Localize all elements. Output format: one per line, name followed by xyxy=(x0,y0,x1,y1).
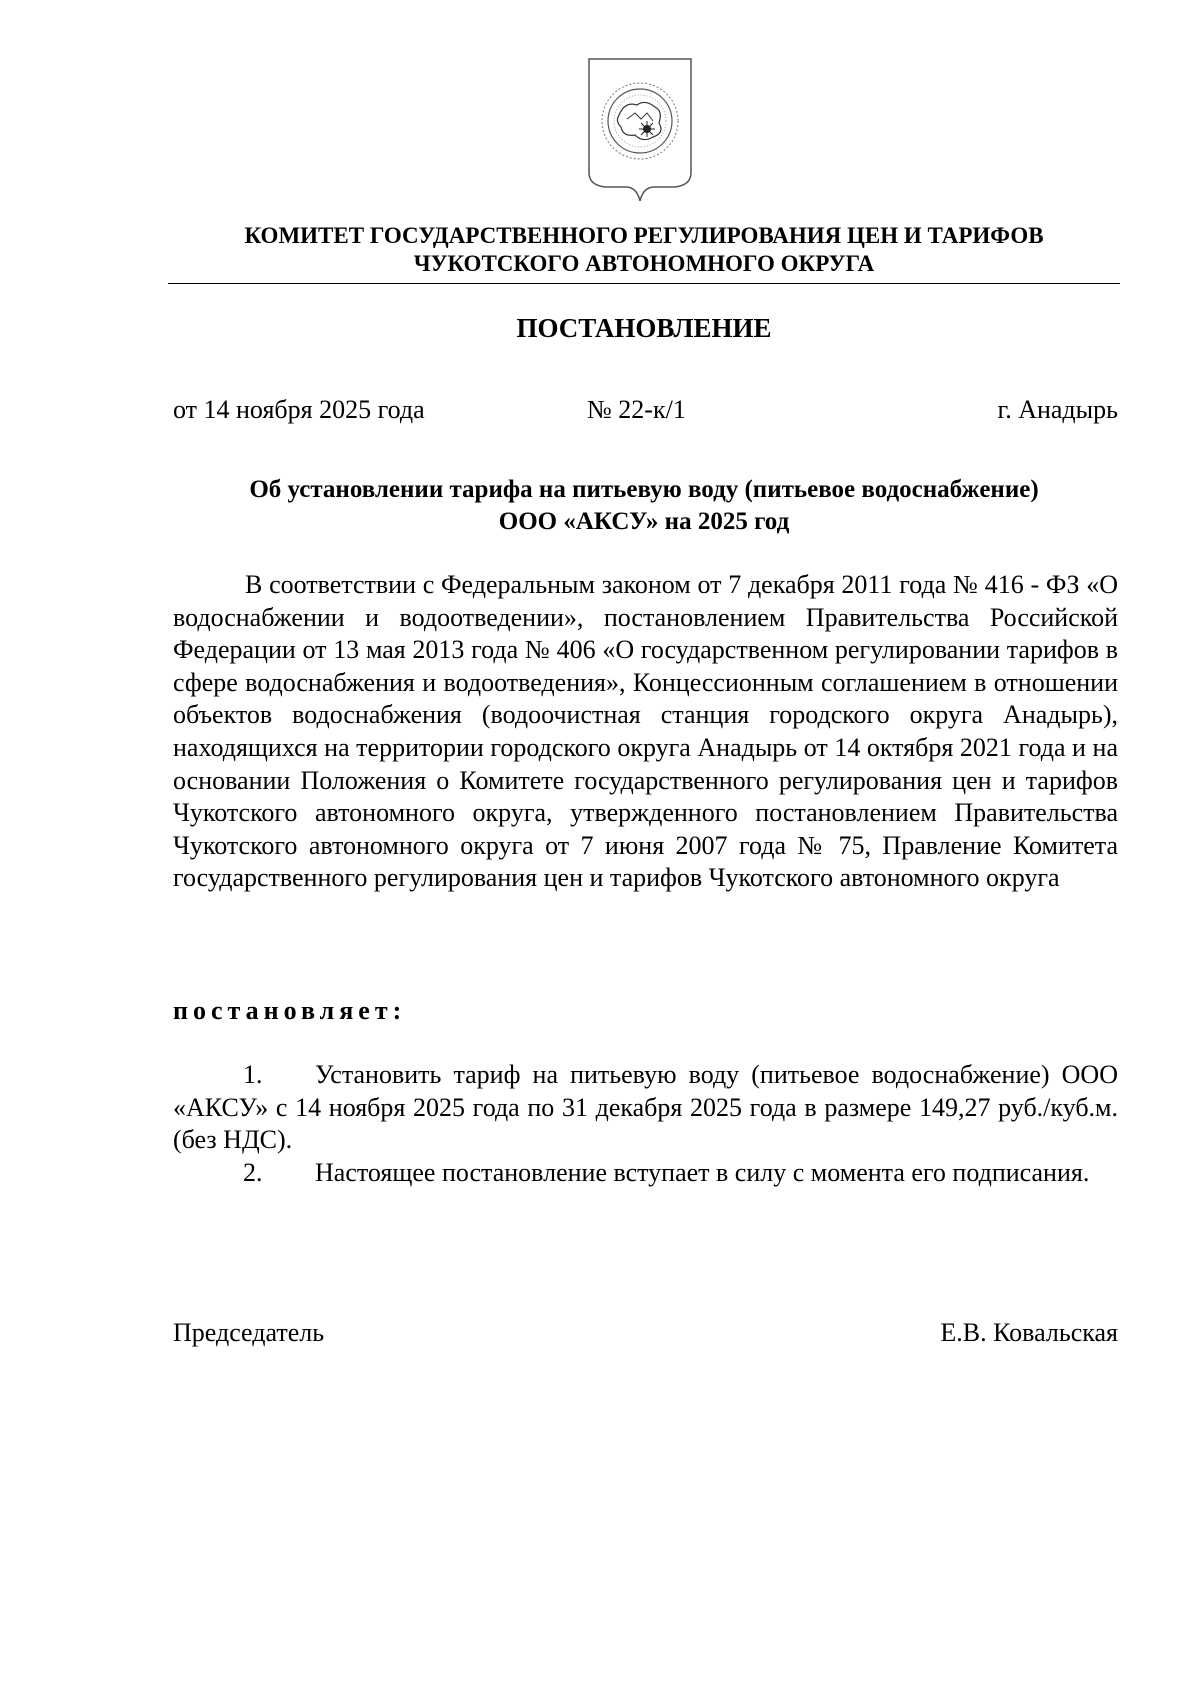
subject-line2: ООО «АКСУ» на 2025 год xyxy=(498,508,790,535)
item-text: Установить тариф на питьевую воду (питьевое водоснабжение) ООО «АКСУ» с 14 ноября 2025 года по 31 декабря 2025 года в размере 149,27 руб./куб.м. (без НДС). xyxy=(173,1060,1118,1155)
item-number: 2. xyxy=(243,1157,263,1187)
document-number: № 22-к/1 xyxy=(587,395,686,424)
document-meta xyxy=(173,395,1118,425)
signatory-name: Е.В. Ковальская xyxy=(940,1318,1118,1347)
signature-block xyxy=(173,1318,1118,1348)
resolution-item xyxy=(173,1157,1118,1190)
item-number: 1. xyxy=(243,1060,263,1089)
resolution-items xyxy=(173,1059,1118,1189)
document-type: ПОСТАНОВЛЕНИЕ xyxy=(516,313,772,343)
document-city: г. Анадырь xyxy=(997,395,1118,424)
header-divider xyxy=(168,283,1120,284)
item-text: Настоящее постановление вступает в силу с момента его подписания. xyxy=(315,1157,1090,1187)
document-subject xyxy=(168,474,1120,538)
resolves-heading: постановляет: xyxy=(173,996,407,1025)
preamble xyxy=(173,569,1118,895)
organization-name-line1: КОМИТЕТ ГОСУДАРСТВЕННОГО РЕГУЛИРОВАНИЯ ЦЕН И ТАРИФОВ xyxy=(244,223,1044,248)
subject-line1: Об установлении тарифа на питьевую воду (питьевое водоснабжение) xyxy=(249,476,1039,503)
document-date: от 14 ноября 2025 года xyxy=(173,395,425,424)
coat-of-arms-emblem xyxy=(585,55,695,205)
organization-name xyxy=(168,222,1120,278)
resolution-item xyxy=(173,1059,1118,1157)
preamble-text: В соответствии с Федеральным законом от 7 декабря 2011 года № 416 - ФЗ «О водоснабжении и водоотведении», постановлением Правительства Российской Федерации от 13 мая 2013 года № 406 «О государственном регулировании тарифов в сфере водоснабжения и водоотведения», Концессионным соглашением в отношении объектов водоснабжения (водоочистная станция городского округа Анадырь), находящихся на территории городского округа Анадырь от 14 октября 2021 года и на основании Положения о Комитете государственного регулирования цен и тарифов Чукотского автономного округа, утвержденного постановлением Правительства Чукотского автономного округа от 7 июня 2007 года № 75, Правление Комитета государственного регулирования цен и тарифов Чукотского автономного округа xyxy=(173,570,1118,893)
signatory-role: Председатель xyxy=(173,1318,325,1347)
coat-of-arms-icon xyxy=(585,55,695,205)
organization-name-line2: ЧУКОТСКОГО АВТОНОМНОГО ОКРУГА xyxy=(413,251,875,276)
